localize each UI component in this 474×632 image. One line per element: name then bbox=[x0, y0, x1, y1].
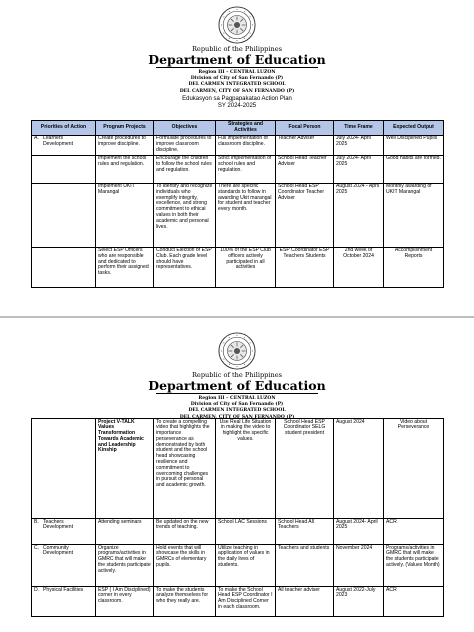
priority-cell bbox=[32, 545, 96, 587]
republic-label: Republic of the Philippines bbox=[191, 45, 283, 53]
output-cell: ACR bbox=[384, 587, 444, 617]
action-plan-table-2 bbox=[31, 418, 444, 617]
program-cell: Implement the school rules and regulation. bbox=[96, 155, 154, 183]
school-year: SY 2024-2025 bbox=[217, 103, 257, 110]
header-output: Expected Output bbox=[384, 121, 444, 136]
focal-cell: Teacher Adviser bbox=[276, 135, 334, 155]
priority-text: Learners Development bbox=[43, 135, 74, 147]
output-cell: Well Disciplined Pupils bbox=[384, 135, 444, 155]
time-cell: August 2022-July 2023 bbox=[334, 587, 384, 617]
priority-text: Teachers Development bbox=[43, 518, 74, 531]
letterhead-details bbox=[0, 70, 474, 95]
priority-text: Physical Facilities bbox=[43, 586, 84, 593]
header-priorities: Priorities of Action bbox=[32, 121, 96, 136]
table-header-row bbox=[32, 121, 444, 136]
focal-cell: All teacher adviser bbox=[276, 587, 334, 617]
strategy-cell: Use Real Life Situation in making the video to highlight the specific values. bbox=[216, 419, 276, 519]
department-title: Department of Education bbox=[148, 378, 326, 393]
priority-cell bbox=[32, 519, 96, 545]
program-cell: ESP ( I Am Disciplined) corner in every classroom. bbox=[96, 587, 154, 617]
priority-cell bbox=[32, 183, 96, 247]
focal-cell: School Head ESP Coordinator Teacher Adviser bbox=[276, 183, 334, 247]
letterhead bbox=[0, 45, 474, 67]
row-number: C. bbox=[34, 544, 40, 551]
priority-cell bbox=[32, 135, 96, 155]
table-row bbox=[32, 155, 444, 183]
header-focal: Focal Person bbox=[276, 121, 334, 136]
strategy-cell: 100% of the ESP Club officers actively participated in all activities bbox=[216, 247, 276, 287]
program-cell: Attending seminars bbox=[96, 519, 154, 545]
priority-text: Community Development bbox=[43, 544, 74, 557]
objective-cell: To make the students analyze themselves for who they really are. bbox=[154, 587, 216, 617]
focal-cell: School Head ESP Coordinator SELG student president bbox=[276, 419, 334, 519]
output-cell: Video about Perseverance bbox=[384, 419, 444, 519]
priority-cell bbox=[32, 247, 96, 287]
objective-cell: Conduct Election of ESP Club. Each grade level should have representatives. bbox=[154, 247, 216, 287]
table-row bbox=[32, 183, 444, 247]
objective-cell: Formulate procedures to improve classroom discipline. bbox=[154, 135, 216, 155]
focal-cell: School Head All Teachers bbox=[276, 519, 334, 545]
objective-cell: To identify and recognize individuals who exemplify integrity, excellence, and strong commitment to ethical values in both their academic and personal lives. bbox=[154, 183, 216, 247]
time-cell: August 2024 - April 2025 bbox=[334, 183, 384, 247]
program-cell: Create procedures to improve discipline. bbox=[96, 135, 154, 155]
strategy-cell: Full implementation of classroom discipline. bbox=[216, 135, 276, 155]
header-strategies: Strategies and Activities bbox=[216, 121, 276, 136]
strategy-cell: Utilize teaching in application of values in the daily lives of students. bbox=[216, 545, 276, 587]
time-cell: 2nd week of October 2024 bbox=[334, 247, 384, 287]
output-cell: Good habits are formed. bbox=[384, 155, 444, 183]
program-cell bbox=[96, 419, 154, 519]
priority-cell bbox=[32, 587, 96, 617]
action-plan-table-1 bbox=[31, 120, 444, 288]
time-cell: November 2024 bbox=[334, 545, 384, 587]
time-cell: July 2024- April 2025 bbox=[334, 155, 384, 183]
strategy-cell: School LAC Sessions bbox=[216, 519, 276, 545]
row-number: D. bbox=[34, 586, 40, 593]
division-label: Division of City of San Fernando (P) bbox=[190, 76, 284, 82]
plan-title-text: Edukasyon sa Pagpapakatao Action Plan bbox=[182, 96, 292, 102]
time-cell: July 2024- April 2025 bbox=[334, 135, 384, 155]
header-time: Time Frame bbox=[334, 121, 384, 136]
priority-cell bbox=[32, 155, 96, 183]
focal-cell: Teachers and students bbox=[276, 545, 334, 587]
region-label: Region III – CENTRAL LUZON bbox=[198, 70, 276, 75]
objective-cell: Be updated on the new trends of teaching. bbox=[154, 519, 216, 545]
table-row bbox=[32, 247, 444, 287]
time-cell: August 2024 bbox=[334, 419, 384, 519]
table-row bbox=[32, 587, 444, 617]
address-label: DEL CARMEN, CITY OF SAN FERNANDO (P) bbox=[179, 414, 295, 420]
plan-title bbox=[0, 96, 474, 111]
output-cell: Monthly awarding of UKIT Marangal bbox=[384, 183, 444, 247]
row-number: B. bbox=[34, 518, 39, 525]
objective-cell: To create a compelling video that highlights the importance perseverance as demonstrated by both student and the school head showcasing resilience and commitment to overcoming challenges in pursuit of personal and academic growth. bbox=[154, 419, 216, 519]
output-cell: Accomplishment Reports bbox=[384, 247, 444, 287]
objective-cell: Hold events that will showcase the skills in GMRCs of elementary pupils. bbox=[154, 545, 216, 587]
objective-cell: Encourage the children to follow the school rules and regulation. bbox=[154, 155, 216, 183]
priority-cell bbox=[32, 419, 96, 519]
header-rule bbox=[156, 67, 318, 68]
strategy-cell: To make the School Head ESP Coordinator I Am Disciplined Corner in each classroom. bbox=[216, 587, 276, 617]
page-2 bbox=[0, 318, 474, 632]
school-label: DEL CARMEN INTEGRATED SCHOOL bbox=[188, 408, 286, 414]
division-label: Division of City of San Fernando (P) bbox=[190, 402, 284, 408]
strategy-cell: There are specific standards to follow in awarding Ukit marangal for student and teacher every month. bbox=[216, 183, 276, 247]
program-text: Project V-TALK Values Transformation Towards Academic and Leadership Kinship bbox=[98, 418, 144, 454]
deped-seal-icon bbox=[218, 6, 256, 44]
focal-cell: School Head Teacher Adviser bbox=[276, 155, 334, 183]
program-cell: Select ESP Officers who are responsible and dedicated to perform their assigned tasks. bbox=[96, 247, 154, 287]
program-cell: Organize programs/activities in GMRC that will make the students participate actively. bbox=[96, 545, 154, 587]
header-rule bbox=[156, 393, 318, 394]
program-cell: Implement UKIT Marangal bbox=[96, 183, 154, 247]
address-label: DEL CARMEN, CITY OF SAN FERNANDO (P) bbox=[179, 88, 295, 94]
table-row bbox=[32, 545, 444, 587]
strategy-cell: Strict implementation of school rules and regulation. bbox=[216, 155, 276, 183]
focal-cell: ESP Coordinator ESP Teachers Students bbox=[276, 247, 334, 287]
letterhead bbox=[0, 371, 474, 393]
time-cell: August 2024- April 2025 bbox=[334, 519, 384, 545]
output-cell: Programs/activities in GMRC that will make the students participate actively. (Values Month) bbox=[384, 545, 444, 587]
header-programs: Program Projects bbox=[96, 121, 154, 136]
school-label: DEL CARMEN INTEGRATED SCHOOL bbox=[188, 82, 286, 88]
region-label: Region III – CENTRAL LUZON bbox=[198, 396, 276, 401]
table-row bbox=[32, 519, 444, 545]
table-row bbox=[32, 135, 444, 155]
deped-seal-icon bbox=[218, 332, 256, 370]
output-cell: ACR bbox=[384, 519, 444, 545]
department-title: Department of Education bbox=[148, 52, 326, 67]
header-objectives: Objectives bbox=[154, 121, 216, 136]
republic-label: Republic of the Philippines bbox=[191, 371, 283, 379]
row-number: A. bbox=[34, 135, 39, 142]
table-row bbox=[32, 419, 444, 519]
